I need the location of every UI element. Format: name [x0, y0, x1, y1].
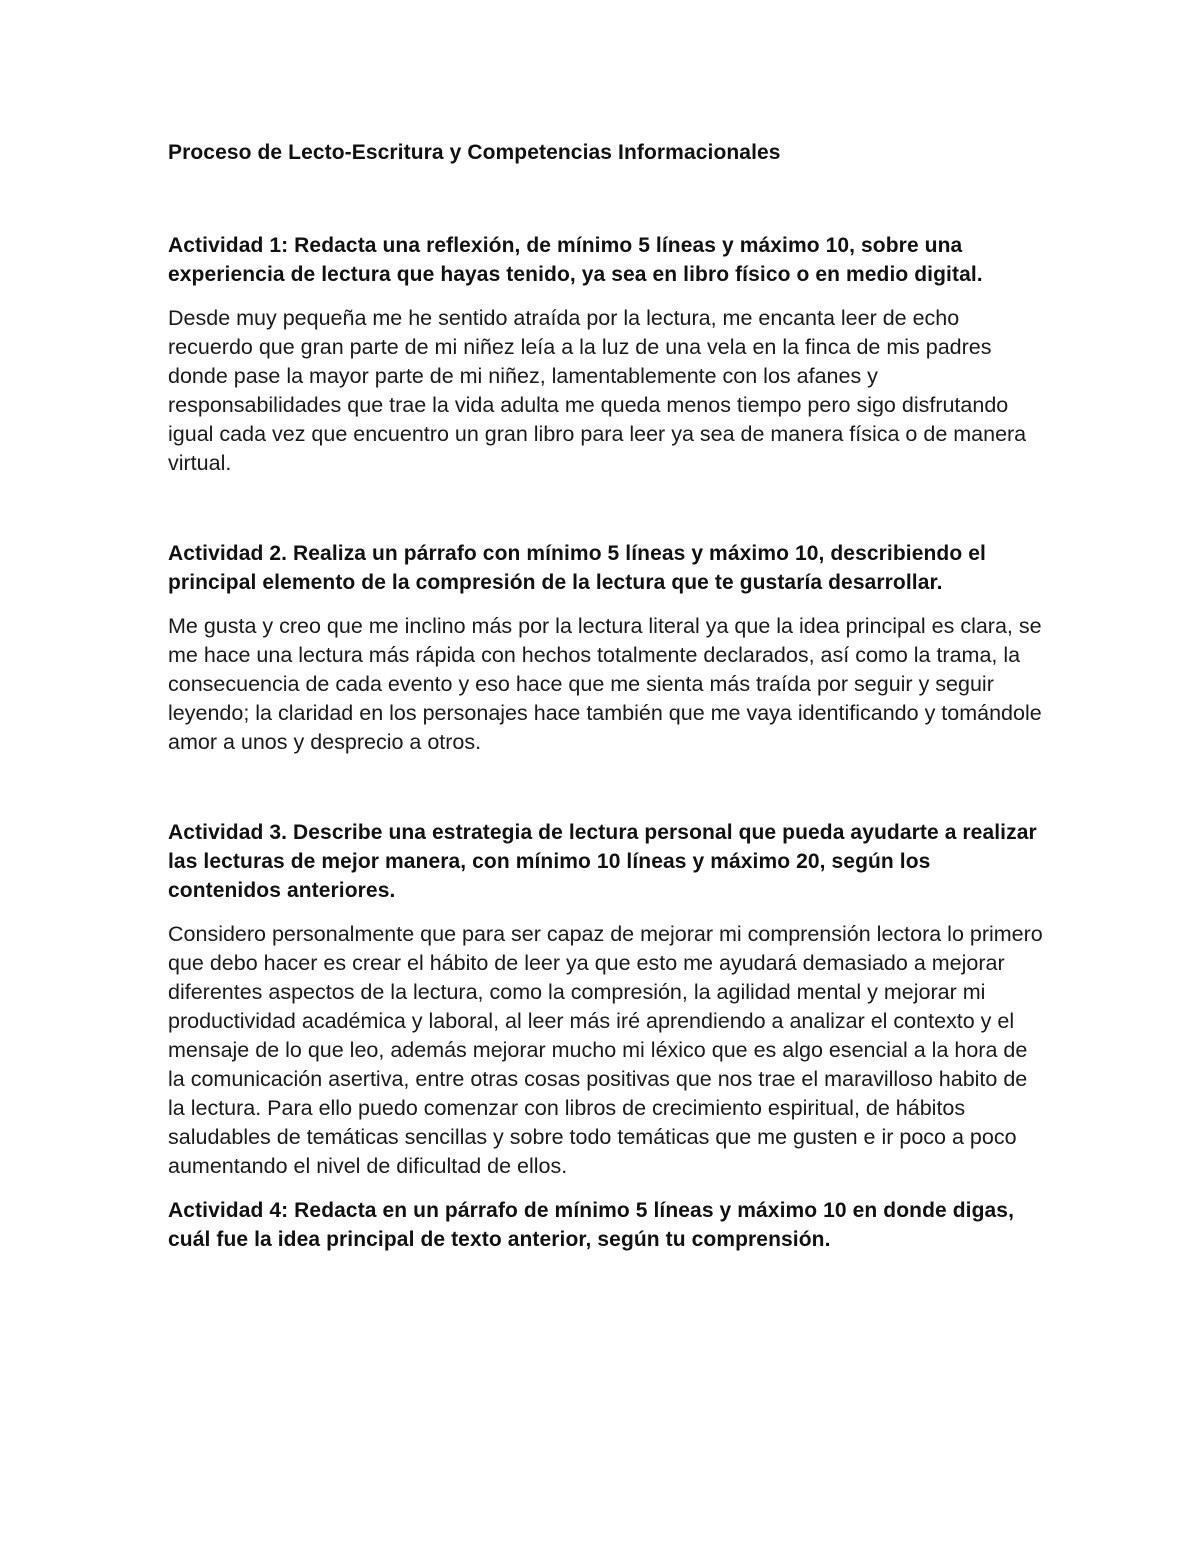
activity-1-answer: Desde muy pequeña me he sentido atraída por la lectura, me encanta leer de echo recuerdo que gran parte de mi niñez leía a la luz de una vela en la finca de mis padres donde pase la mayor parte de mi niñez, lamentablemente con los afanes y responsabilidades que trae la vida adulta me queda menos tiempo pero sigo disfrutando igual cada vez que encuentro un gran libro para leer ya sea de manera física o de manera virtual. [168, 306, 1027, 475]
activity-4-heading: Actividad 4: Redacta en un párrafo de mínimo 5 líneas y máximo 10 en donde digas, cuál fue la idea principal de texto anterior, según tu comprensión. [168, 1199, 1014, 1251]
activity-1-heading: Actividad 1: Redacta una reflexión, de mínimo 5 líneas y máximo 10, sobre una experiencia de lectura que hayas tenido, ya sea en libro físico o en medio digital. [168, 234, 983, 286]
document-title: Proceso de Lecto-Escritura y Competencias Informacionales [168, 141, 781, 164]
activity-2-heading: Actividad 2. Realiza un párrafo con mínimo 5 líneas y máximo 10, describiendo el principal elemento de la compresión de la lectura que te gustaría desarrollar. [168, 542, 986, 594]
activity-2-answer: Me gusta y creo que me inclino más por la lectura literal ya que la idea principal es clara, se me hace una lectura más rápida con hechos totalmente declarados, así como la trama, la consecuencia de cada evento y eso hace que me sienta más traída por seguir y seguir leyendo; la claridad en los personajes hace también que me vaya identificando y tomándole amor a unos y desprecio a otros. [168, 614, 1042, 754]
activity-3-answer: Considero personalmente que para ser capaz de mejorar mi comprensión lectora lo primero que debo hacer es crear el hábito de leer ya que esto me ayudará demasiado a mejorar diferentes aspectos de la lectura, como la compresión, la agilidad mental y mejorar mi productividad académica y laboral, al leer más iré aprendiendo a analizar el contexto y el mensaje de lo que leo, además mejorar mucho mi léxico que es algo esencial a la hora de la comunicación asertiva, entre otras cosas positivas que nos trae el maravilloso habito de la lectura. Para ello puedo comenzar con libros de crecimiento espiritual, de hábitos saludables de temáticas sencillas y sobre todo temáticas que me gusten e ir poco a poco aumentando el nivel de dificultad de ellos. [168, 922, 1043, 1178]
document-page [168, 138, 1048, 1254]
activity-3-heading: Actividad 3. Describe una estrategia de lectura personal que pueda ayudarte a realizar las lecturas de mejor manera, con mínimo 10 líneas y máximo 20, según los contenidos anteriores. [168, 821, 1037, 902]
